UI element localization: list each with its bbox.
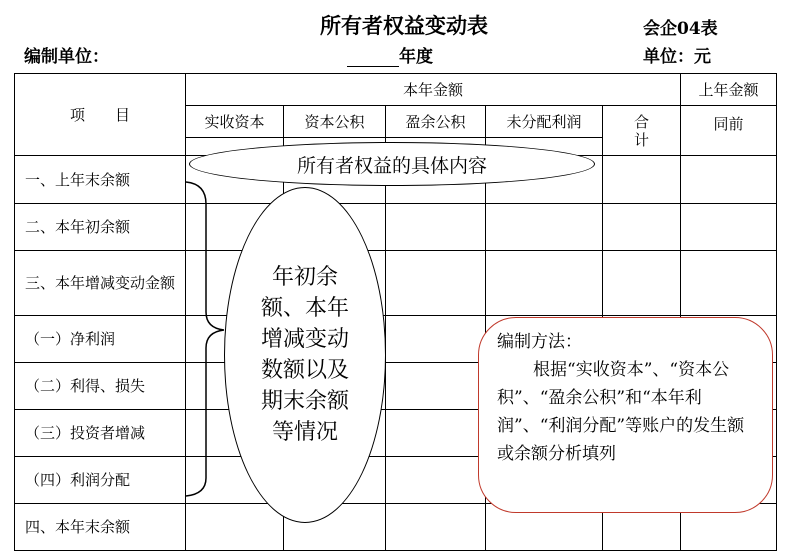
col-same-as-above: 同前 [681, 106, 777, 156]
item-header: 项 目 [15, 74, 186, 156]
row-label: （四）利润分配 [15, 457, 186, 504]
year-suffix: 年度 [399, 47, 433, 67]
row-label: 三、本年增减变动金额 [15, 251, 186, 316]
equity-content-callout: 所有者权益的具体内容 [189, 142, 595, 186]
method-title: 编制方法： [497, 332, 582, 352]
method-callout [478, 317, 773, 513]
row-label: 二、本年初余额 [15, 204, 186, 251]
method-body: 根据“实收资本”、“资本公积”、“盈余公积”和“本年利润”、“利润分配”等账户的发生额或余额分析填列 [497, 360, 745, 464]
col-capital-reserve: 资本公积 [284, 106, 386, 138]
current-year-header: 本年金额 [186, 74, 681, 106]
col-surplus-reserve: 盈余公积 [386, 106, 486, 138]
balances-callout [224, 187, 386, 523]
unit-label: 编制单位： [24, 47, 109, 67]
col-paid-in-capital: 实收资本 [186, 106, 284, 138]
currency-label: 单位：元 [643, 47, 711, 67]
row-label: 四、本年末余额 [15, 504, 186, 551]
col-total: 合 计 [603, 106, 681, 156]
row-label: （一）净利润 [15, 316, 186, 363]
col-undistributed-profit: 未分配利润 [486, 106, 603, 138]
row-label: （二）利得、损失 [15, 363, 186, 410]
page-title: 所有者权益变动表 [320, 13, 488, 38]
prior-year-header: 上年金额 [681, 74, 777, 106]
balances-callout-text: 年初余额、本年增减变动数额以及期末余额等情况 [260, 265, 349, 445]
row-label: （三）投资者增减 [15, 410, 186, 457]
row-label: 一、上年末余额 [15, 156, 186, 204]
form-code: 会企04表 [643, 19, 718, 39]
